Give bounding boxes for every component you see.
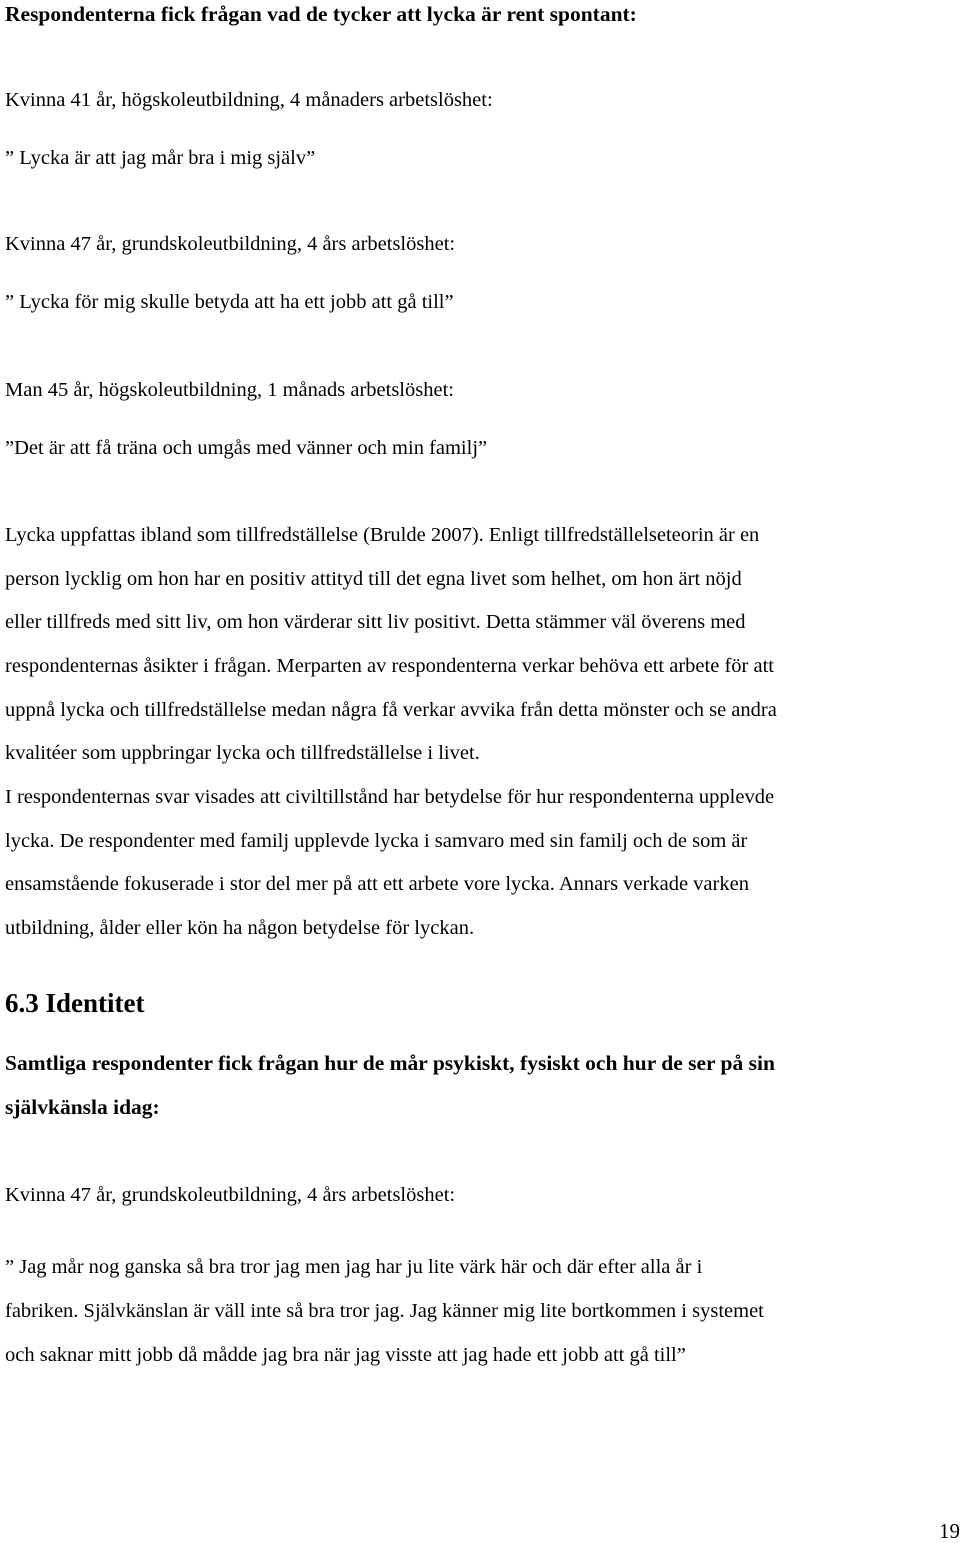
paragraph-line: I respondenternas svar visades att civiltillstånd har betydelse för hur respondenterna upplevde — [5, 786, 775, 808]
question-line: Samtliga respondenter fick frågan hur de mår psykiskt, fysiskt och hur de ser på sin — [5, 1051, 775, 1075]
respondent-quote: ”Det är att få träna och umgås med vänner och min familj” — [5, 437, 488, 459]
respondent-label: Kvinna 41 år, högskoleutbildning, 4 månaders arbetslöshet: — [5, 89, 493, 111]
respondent-label: Man 45 år, högskoleutbildning, 1 månads arbetslöshet: — [5, 379, 454, 401]
respondent-quote: ” Lycka för mig skulle betyda att ha ett jobb att gå till” — [5, 291, 454, 313]
quote-line: och saknar mitt jobb då mådde jag bra när jag visste att jag hade ett jobb att gå till” — [5, 1344, 686, 1366]
page-number: 19 — [939, 1519, 960, 1543]
paragraph-line: person lycklig om hon har en positiv attityd till det egna livet som helhet, om hon ärt nöjd — [5, 568, 742, 590]
paragraph-line: ensamstående fokuserade i stor del mer på att ett arbete vore lycka. Annars verkade varken — [5, 873, 749, 895]
intro-heading: Respondenterna fick frågan vad de tycker att lycka är rent spontant: — [5, 2, 637, 26]
paragraph-line: kvalitéer som uppbringar lycka och tillfredställelse i livet. — [5, 742, 480, 764]
respondent-label: Kvinna 47 år, grundskoleutbildning, 4 års arbetslöshet: — [5, 1184, 456, 1206]
question-line: självkänsla idag: — [5, 1095, 160, 1119]
respondent-label: Kvinna 47 år, grundskoleutbildning, 4 års arbetslöshet: — [5, 233, 456, 255]
quote-line: fabriken. Självkänslan är väll inte så bra tror jag. Jag känner mig lite bortkommen i systemet — [5, 1300, 764, 1322]
paragraph-line: Lycka uppfattas ibland som tillfredställelse (Brulde 2007). Enligt tillfredställelseteorin är en — [5, 524, 760, 546]
paragraph-line: utbildning, ålder eller kön ha någon betydelse för lyckan. — [5, 917, 475, 939]
paragraph-line: uppnå lycka och tillfredställelse medan några få verkar avvika från detta mönster och se andra — [5, 699, 777, 721]
respondent-quote: ” Lycka är att jag mår bra i mig själv” — [5, 147, 316, 169]
paragraph-line: respondenternas åsikter i frågan. Merparten av respondenterna verkar behöva ett arbete för att — [5, 655, 774, 677]
paragraph-line: lycka. De respondenter med familj upplevde lycka i samvaro med sin familj och de som är — [5, 830, 748, 852]
quote-line: ” Jag mår nog ganska så bra tror jag men jag har ju lite värk här och där efter alla år i — [5, 1256, 703, 1278]
section-title: 6.3 Identitet — [5, 988, 145, 1018]
paragraph-line: eller tillfreds med sitt liv, om hon värderar sitt liv positivt. Detta stämmer väl överens med — [5, 611, 746, 633]
